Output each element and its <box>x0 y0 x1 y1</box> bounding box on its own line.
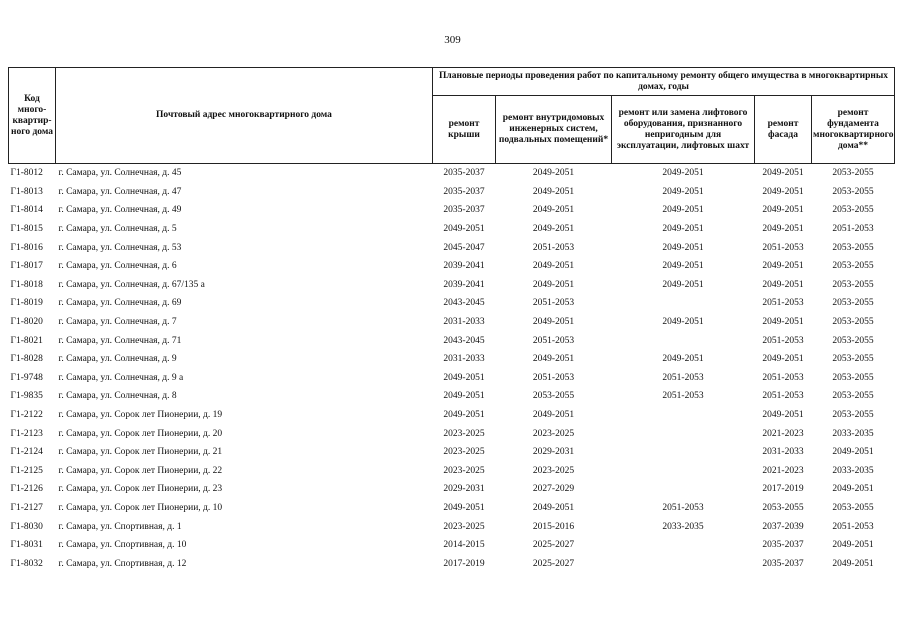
table-row <box>9 499 895 518</box>
header-planned-periods: Плановые периоды проведения работ по капитальному ремонту общего имущества в многоквартирных домах, годы <box>433 68 895 96</box>
cell-code: Г1-8013 <box>10 186 43 197</box>
cell-roof: 2017-2019 <box>443 558 485 569</box>
table-row <box>9 554 895 573</box>
table-row <box>9 183 895 202</box>
cell-facade: 2051-2053 <box>762 335 804 346</box>
cell-foundation: 2051-2053 <box>832 224 874 235</box>
table-body <box>9 164 895 574</box>
cell-foundation: 2053-2055 <box>832 205 874 216</box>
cell-elevator <box>612 480 755 499</box>
repair-schedule-table <box>8 67 895 573</box>
cell-facade: 2051-2053 <box>762 242 804 253</box>
cell-roof: 2049-2051 <box>443 372 485 383</box>
table-row <box>9 406 895 425</box>
cell-code: Г1-2125 <box>10 465 43 476</box>
page-number: 309 <box>444 34 461 46</box>
table-row <box>9 238 895 257</box>
table-row <box>9 294 895 313</box>
cell-engineering: 2049-2051 <box>532 354 575 365</box>
cell-foundation: 2049-2051 <box>832 484 874 495</box>
cell-elevator <box>612 331 755 350</box>
cell-code: Г1-8012 <box>10 168 43 179</box>
cell-engineering: 2049-2051 <box>532 186 575 197</box>
cell-roof: 2039-2041 <box>443 261 485 272</box>
cell-roof: 2023-2025 <box>443 465 485 476</box>
cell-address: г. Самара, ул. Спортивная, д. 10 <box>58 540 187 551</box>
cell-address: г. Самара, ул. Сорок лет Пионерии, д. 10 <box>58 502 223 513</box>
cell-facade: 2049-2051 <box>762 410 804 421</box>
table-row <box>9 331 895 350</box>
cell-foundation: 2049-2051 <box>832 558 874 569</box>
cell-foundation: 2053-2055 <box>832 410 874 421</box>
cell-foundation: 2053-2055 <box>832 391 874 402</box>
cell-engineering: 2025-2027 <box>532 558 575 569</box>
cell-address: г. Самара, ул. Сорок лет Пионерии, д. 20 <box>58 428 223 439</box>
cell-roof: 2035-2037 <box>443 186 485 197</box>
cell-elevator: 2051-2053 <box>662 391 704 402</box>
cell-roof: 2049-2051 <box>443 391 485 402</box>
cell-roof: 2035-2037 <box>443 168 485 179</box>
cell-address: г. Самара, ул. Сорок лет Пионерии, д. 19 <box>58 410 223 421</box>
cell-code: Г1-2126 <box>10 484 43 495</box>
cell-roof: 2039-2041 <box>443 279 485 290</box>
cell-foundation: 2033-2035 <box>832 428 874 439</box>
cell-foundation: 2053-2055 <box>832 242 874 253</box>
cell-elevator: 2033-2035 <box>662 521 704 532</box>
cell-elevator <box>612 536 755 555</box>
cell-address: г. Самара, ул. Сорок лет Пионерии, д. 23 <box>58 484 223 495</box>
cell-roof: 2049-2051 <box>443 224 485 235</box>
cell-facade: 2053-2055 <box>762 502 804 513</box>
cell-engineering: 2049-2051 <box>532 279 575 290</box>
header-roof: ремонт крыши <box>433 96 496 164</box>
cell-elevator: 2049-2051 <box>662 242 704 253</box>
cell-foundation: 2053-2055 <box>832 298 874 309</box>
cell-facade: 2049-2051 <box>762 354 804 365</box>
cell-address: г. Самара, ул. Солнечная, д. 45 <box>58 168 182 179</box>
cell-address: г. Самара, ул. Солнечная, д. 49 <box>58 205 182 216</box>
cell-code: Г1-8014 <box>10 205 43 216</box>
cell-facade: 2035-2037 <box>762 540 804 551</box>
cell-code: Г1-8028 <box>10 354 43 365</box>
cell-engineering: 2049-2051 <box>532 317 575 328</box>
cell-foundation: 2053-2055 <box>832 354 874 365</box>
cell-code: Г1-2123 <box>10 428 43 439</box>
cell-code: Г1-8030 <box>10 521 43 532</box>
header-foundation: ремонт фундамента многоквартирного дома** <box>812 96 895 164</box>
cell-facade: 2049-2051 <box>762 186 804 197</box>
cell-address: г. Самара, ул. Солнечная, д. 9 а <box>58 372 184 383</box>
cell-code: Г1-2127 <box>10 502 43 513</box>
cell-engineering: 2049-2051 <box>532 261 575 272</box>
table-row <box>9 462 895 481</box>
cell-elevator <box>612 424 755 443</box>
cell-elevator: 2049-2051 <box>662 279 704 290</box>
cell-code: Г1-8032 <box>10 558 43 569</box>
table-row <box>9 387 895 406</box>
cell-elevator <box>612 406 755 425</box>
table-row <box>9 443 895 462</box>
cell-engineering: 2049-2051 <box>532 410 575 421</box>
table-row <box>9 313 895 332</box>
cell-elevator: 2051-2053 <box>662 502 704 513</box>
cell-elevator <box>612 462 755 481</box>
cell-elevator <box>612 554 755 573</box>
cell-engineering: 2027-2029 <box>532 484 575 495</box>
cell-elevator: 2049-2051 <box>662 186 704 197</box>
cell-facade: 2037-2039 <box>762 521 804 532</box>
cell-code: Г1-2122 <box>10 410 43 421</box>
cell-foundation: 2053-2055 <box>832 261 874 272</box>
cell-facade: 2049-2051 <box>762 224 804 235</box>
cell-code: Г1-8018 <box>10 279 43 290</box>
cell-code: Г1-8019 <box>10 298 43 309</box>
cell-foundation: 2053-2055 <box>832 317 874 328</box>
cell-foundation: 2053-2055 <box>832 502 874 513</box>
cell-roof: 2023-2025 <box>443 428 485 439</box>
cell-foundation: 2053-2055 <box>832 335 874 346</box>
cell-address: г. Самара, ул. Солнечная, д. 6 <box>58 261 177 272</box>
cell-address: г. Самара, ул. Спортивная, д. 12 <box>58 558 187 569</box>
cell-roof: 2031-2033 <box>443 317 485 328</box>
cell-roof: 2031-2033 <box>443 354 485 365</box>
cell-facade: 2049-2051 <box>762 261 804 272</box>
cell-address: г. Самара, ул. Солнечная, д. 53 <box>58 242 182 253</box>
cell-elevator <box>612 294 755 313</box>
cell-facade: 2049-2051 <box>762 168 804 179</box>
cell-code: Г1-8020 <box>10 317 43 328</box>
cell-roof: 2045-2047 <box>443 242 485 253</box>
table-row <box>9 276 895 295</box>
cell-foundation: 2049-2051 <box>832 447 874 458</box>
cell-code: Г1-8031 <box>10 540 43 551</box>
cell-address: г. Самара, ул. Солнечная, д. 47 <box>58 186 182 197</box>
cell-engineering: 2049-2051 <box>532 224 575 235</box>
cell-engineering: 2051-2053 <box>532 298 575 309</box>
cell-elevator: 2049-2051 <box>662 205 704 216</box>
cell-foundation: 2053-2055 <box>832 186 874 197</box>
cell-elevator: 2049-2051 <box>662 317 704 328</box>
table-row <box>9 517 895 536</box>
cell-roof: 2029-2031 <box>443 484 485 495</box>
cell-facade: 2035-2037 <box>762 558 804 569</box>
cell-address: г. Самара, ул. Солнечная, д. 9 <box>58 354 177 365</box>
cell-code: Г1-8017 <box>10 261 43 272</box>
cell-engineering: 2023-2025 <box>532 428 575 439</box>
cell-elevator: 2049-2051 <box>662 261 704 272</box>
cell-address: г. Самара, ул. Солнечная, д. 8 <box>58 391 177 402</box>
cell-engineering: 2029-2031 <box>532 447 575 458</box>
header-code: Код много-квартир-ного дома <box>9 68 56 164</box>
cell-engineering: 2049-2051 <box>532 168 575 179</box>
cell-address: г. Самара, ул. Спортивная, д. 1 <box>58 521 182 532</box>
cell-engineering: 2051-2053 <box>532 242 575 253</box>
cell-code: Г1-9835 <box>10 391 43 402</box>
table-row <box>9 424 895 443</box>
header-engineering: ремонт внутридомовых инженерных систем, подвальных помещений* <box>496 96 612 164</box>
cell-engineering: 2015-2016 <box>532 521 575 532</box>
cell-elevator: 2049-2051 <box>662 224 704 235</box>
cell-foundation: 2053-2055 <box>832 279 874 290</box>
cell-facade: 2051-2053 <box>762 298 804 309</box>
cell-address: г. Самара, ул. Солнечная, д. 71 <box>58 335 182 346</box>
cell-engineering: 2053-2055 <box>532 391 575 402</box>
header-facade: ремонт фасада <box>755 96 812 164</box>
cell-roof: 2023-2025 <box>443 521 485 532</box>
cell-facade: 2049-2051 <box>762 279 804 290</box>
cell-code: Г1-8015 <box>10 224 43 235</box>
cell-facade: 2049-2051 <box>762 205 804 216</box>
cell-roof: 2035-2037 <box>443 205 485 216</box>
cell-address: г. Самара, ул. Солнечная, д. 69 <box>58 298 182 309</box>
cell-roof: 2014-2015 <box>443 540 485 551</box>
cell-address: г. Самара, ул. Солнечная, д. 7 <box>58 317 177 328</box>
cell-foundation: 2033-2035 <box>832 465 874 476</box>
cell-engineering: 2049-2051 <box>532 205 575 216</box>
cell-roof: 2043-2045 <box>443 335 485 346</box>
cell-facade: 2021-2023 <box>762 428 804 439</box>
cell-foundation: 2049-2051 <box>832 540 874 551</box>
table-row <box>9 201 895 220</box>
cell-facade: 2017-2019 <box>762 484 804 495</box>
cell-elevator: 2049-2051 <box>662 168 704 179</box>
cell-code: Г1-8016 <box>10 242 43 253</box>
header-address: Почтовый адрес многоквартирного дома <box>56 68 433 164</box>
cell-code: Г1-2124 <box>10 447 43 458</box>
table-row <box>9 164 895 183</box>
cell-facade: 2031-2033 <box>762 447 804 458</box>
cell-elevator: 2051-2053 <box>662 372 704 383</box>
table-row <box>9 536 895 555</box>
cell-engineering: 2051-2053 <box>532 372 575 383</box>
cell-roof: 2043-2045 <box>443 298 485 309</box>
cell-facade: 2021-2023 <box>762 465 804 476</box>
cell-address: г. Самара, ул. Солнечная, д. 5 <box>58 224 177 235</box>
cell-elevator: 2049-2051 <box>662 354 704 365</box>
cell-address: г. Самара, ул. Солнечная, д. 67/135 а <box>58 279 205 290</box>
header-elevator: ремонт или замена лифтового оборудования, признанного непригодным для эксплуатации, лифтовых шахт <box>612 96 755 164</box>
table-row <box>9 350 895 369</box>
cell-foundation: 2053-2055 <box>832 168 874 179</box>
cell-engineering: 2051-2053 <box>532 335 575 346</box>
cell-facade: 2049-2051 <box>762 317 804 328</box>
table-row <box>9 257 895 276</box>
cell-roof: 2023-2025 <box>443 447 485 458</box>
cell-elevator <box>612 443 755 462</box>
cell-foundation: 2051-2053 <box>832 521 874 532</box>
cell-address: г. Самара, ул. Сорок лет Пионерии, д. 22 <box>58 465 223 476</box>
table-row <box>9 480 895 499</box>
cell-address: г. Самара, ул. Сорок лет Пионерии, д. 21 <box>58 447 223 458</box>
cell-facade: 2051-2053 <box>762 391 804 402</box>
cell-code: Г1-9748 <box>10 372 43 383</box>
table-row <box>9 369 895 388</box>
cell-engineering: 2049-2051 <box>532 502 575 513</box>
cell-code: Г1-8021 <box>10 335 43 346</box>
cell-foundation: 2053-2055 <box>832 372 874 383</box>
cell-roof: 2049-2051 <box>443 502 485 513</box>
cell-engineering: 2025-2027 <box>532 540 575 551</box>
table-row <box>9 220 895 239</box>
cell-engineering: 2023-2025 <box>532 465 575 476</box>
cell-roof: 2049-2051 <box>443 410 485 421</box>
cell-facade: 2051-2053 <box>762 372 804 383</box>
